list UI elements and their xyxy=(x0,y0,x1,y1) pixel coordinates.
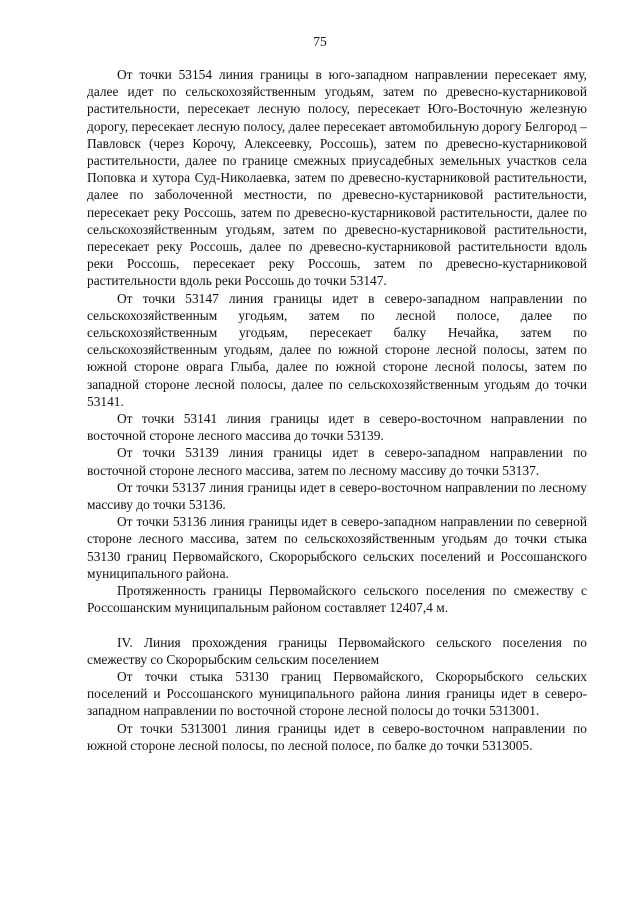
paragraph-53136: От точки 53136 линия границы идет в северо-западном направлении по северной стороне лесного массива, затем по сельскохозяйственным угодьям до точки стыка 53130 границ Первомайского, Скорорыбского сельских поселений и Россошанского муниципального района. xyxy=(87,514,587,581)
document-body xyxy=(87,66,587,754)
section-iv-paragraph-5313001: От точки 5313001 линия границы идет в северо-восточном направлении по южной стороне лесной полосы, по лесной полосе, по балке до точки 5313005. xyxy=(87,720,587,753)
paragraph-boundary-length: Протяженность границы Первомайского сельского поселения по смежеству с Россошанским муниципальным районом составляет 12407,4 м. xyxy=(87,583,587,616)
paragraph-53139: От точки 53139 линия границы идет в северо-западном направлении по восточной стороне лесного массива, затем по лесному массиву до точки 53137. xyxy=(87,445,587,478)
section-iv-title: IV. Линия прохождения границы Первомайского сельского поселения по смежеству со Скорорыбским сельским поселением xyxy=(87,634,587,667)
paragraph-53154: От точки 53154 линия границы в юго-западном направлении пересекает яму, далее идет по сельскохозяйственным угодьям, затем по древесно-кустарниковой растительности, пересекает лесную полосу, пересекает Юго-Восточную железную дорогу, пересекает лесную полосу, далее пересекает автомобильную дорогу Белгород – Павловск (через Корочу, Алексеевку, Россошь), затем по древесно-кустарниковой растительности, далее по границе смежных приусадебных земельных участков села Поповка и хутора Суд-Николаевка, затем по древесно-кустарниковой растительности, далее по заболоченной местности, по древесно-кустарниковой растительности, пересекает реку Россошь, затем по древесно-кустарниковой растительности, далее по сельскохозяйственным угодьям, затем по древесно-кустарниковой растительности, пересекает реку Россошь, далее по древесно-кустарниковой растительности вдоль реки Россошь, пересекает реку Россошь, затем по древесно-кустарниковой растительности вдоль реки Россошь до точки 53147. xyxy=(87,67,587,289)
section-iv-paragraph-53130: От точки стыка 53130 границ Первомайского, Скорорыбского сельских поселений и Россошанского муниципального района линия границы идет в северо-западном направлении по восточной стороне лесной полосы до точки 5313001. xyxy=(87,668,587,719)
paragraph-53141: От точки 53141 линия границы идет в северо-восточном направлении по восточной стороне лесного массива до точки 53139. xyxy=(87,411,587,444)
paragraph-53137: От точки 53137 линия границы идет в северо-восточном направлении по лесному массиву до точки 53136. xyxy=(87,479,587,513)
paragraph-53147: От точки 53147 линия границы идет в северо-западном направлении по сельскохозяйственным угодьям, затем по лесной полосе, далее по сельскохозяйственным угодьям, пересекает балку Нечайка, затем по сельскохозяйственным угодьям, далее по южной стороне лесной полосы, затем по южной стороне оврага Глыба, далее по южной стороне лесной полосы, затем по западной стороне лесной полосы, далее по сельскохозяйственным угодьям до точки 53141. xyxy=(87,290,587,409)
page-number: 75 xyxy=(313,34,327,49)
